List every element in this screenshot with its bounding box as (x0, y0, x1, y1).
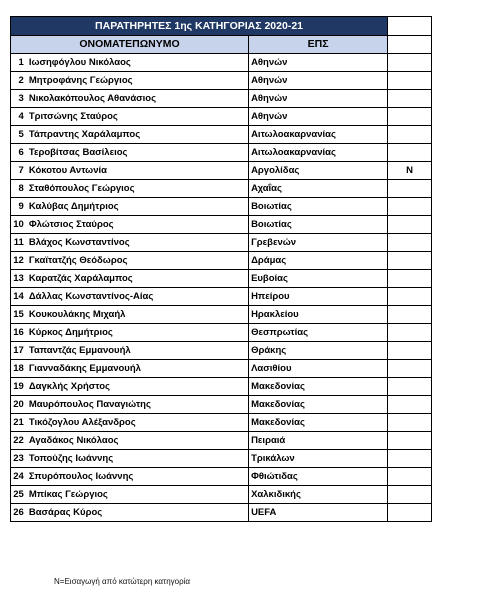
row-number: 8 (11, 180, 27, 198)
table-row (11, 72, 432, 90)
row-name: Σπυρόπουλος Ιωάννης (27, 468, 249, 486)
row-eps: Τρικάλων (249, 450, 388, 468)
row-number: 12 (11, 252, 27, 270)
row-name: Γιανναδάκης Εμμανουήλ (27, 360, 249, 378)
row-note (388, 54, 432, 72)
row-eps: Μακεδονίας (249, 396, 388, 414)
row-number: 19 (11, 378, 27, 396)
row-note (388, 306, 432, 324)
row-note (388, 324, 432, 342)
row-number: 7 (11, 162, 27, 180)
title-row (11, 17, 432, 36)
row-note: Ν (388, 162, 432, 180)
header-name: ΟΝΟΜΑΤΕΠΩΝΥΜΟ (11, 36, 249, 54)
row-note (388, 270, 432, 288)
table-row (11, 324, 432, 342)
header-eps: ΕΠΣ (249, 36, 388, 54)
table-row (11, 54, 432, 72)
table-row (11, 306, 432, 324)
row-eps: Βοιωτίας (249, 216, 388, 234)
row-eps: Φθιώτιδας (249, 468, 388, 486)
row-number: 1 (11, 54, 27, 72)
row-note (388, 450, 432, 468)
table-row (11, 90, 432, 108)
table-row (11, 108, 432, 126)
row-name: Καλύβας Δημήτριος (27, 198, 249, 216)
row-note (388, 180, 432, 198)
row-number: 13 (11, 270, 27, 288)
row-number: 5 (11, 126, 27, 144)
row-note (388, 378, 432, 396)
row-eps: Δράμας (249, 252, 388, 270)
row-name: Βλάχος Κωνσταντίνος (27, 234, 249, 252)
row-name: Αγαδάκος Νικόλαος (27, 432, 249, 450)
row-eps: Αθηνών (249, 54, 388, 72)
row-name: Φλώτσιος Σταύρος (27, 216, 249, 234)
row-name: Σταθόπουλος Γεώργιος (27, 180, 249, 198)
row-name: Νικολακόπουλος Αθανάσιος (27, 90, 249, 108)
row-name: Τάπραντης Χαράλαμπος (27, 126, 249, 144)
row-note (388, 198, 432, 216)
row-note (388, 414, 432, 432)
row-note (388, 396, 432, 414)
table-row (11, 486, 432, 504)
row-eps: Μακεδονίας (249, 378, 388, 396)
table-row (11, 126, 432, 144)
table-row (11, 432, 432, 450)
row-eps: Αιτωλοακαρνανίας (249, 126, 388, 144)
row-name: Ταπαντζάς Εμμανουήλ (27, 342, 249, 360)
table-row (11, 360, 432, 378)
table-title: ΠΑΡΑΤΗΡΗΤΕΣ 1ης ΚΑΤΗΓΟΡΙΑΣ 2020-21 (11, 17, 388, 36)
row-eps: Αιτωλοακαρνανίας (249, 144, 388, 162)
table-row (11, 216, 432, 234)
row-name: Γκαϊτατζής Θεόδωρος (27, 252, 249, 270)
table-row (11, 252, 432, 270)
row-eps: Ηρακλείου (249, 306, 388, 324)
row-name: Δαγκλής Χρήστος (27, 378, 249, 396)
row-name: Τοπούζης Ιωάννης (27, 450, 249, 468)
row-name: Καρατζάς Χαράλαμπος (27, 270, 249, 288)
row-eps: Αθηνών (249, 90, 388, 108)
row-name: Βασάρας Κύρος (27, 504, 249, 522)
table-row (11, 396, 432, 414)
table-row (11, 288, 432, 306)
table-row (11, 378, 432, 396)
row-eps: Θεσπρωτίας (249, 324, 388, 342)
table-row (11, 180, 432, 198)
row-eps: Αχαΐας (249, 180, 388, 198)
row-name: Τριτσώνης Σταύρος (27, 108, 249, 126)
row-number: 22 (11, 432, 27, 450)
row-note (388, 90, 432, 108)
table-row (11, 234, 432, 252)
row-note (388, 342, 432, 360)
row-name: Τικόζογλου Αλέξανδρος (27, 414, 249, 432)
row-eps: Λασιθίου (249, 360, 388, 378)
row-name: Ιωσηφόγλου Νικόλαος (27, 54, 249, 72)
row-eps: Αθηνών (249, 72, 388, 90)
row-note (388, 216, 432, 234)
row-note (388, 360, 432, 378)
row-note (388, 486, 432, 504)
row-note (388, 252, 432, 270)
row-name: Μητροφάνης Γεώργιος (27, 72, 249, 90)
row-eps: Αργολίδας (249, 162, 388, 180)
row-number: 14 (11, 288, 27, 306)
table-row (11, 342, 432, 360)
row-note (388, 504, 432, 522)
observers-table (10, 16, 432, 522)
header-note (388, 36, 432, 54)
row-number: 15 (11, 306, 27, 324)
row-note (388, 108, 432, 126)
header-row (11, 36, 432, 54)
table-row (11, 144, 432, 162)
row-number: 24 (11, 468, 27, 486)
row-note (388, 468, 432, 486)
row-note (388, 288, 432, 306)
row-name: Τεροβίτσας Βασίλειος (27, 144, 249, 162)
row-name: Κύρκος Δημήτριος (27, 324, 249, 342)
row-eps: Μακεδονίας (249, 414, 388, 432)
table-row (11, 198, 432, 216)
row-note (388, 432, 432, 450)
row-name: Μαυρόπουλος Παναγιώτης (27, 396, 249, 414)
footnote: Ν=Εισαγωγή από κατώτερη κατηγορία (54, 577, 191, 586)
table-row (11, 468, 432, 486)
row-note (388, 144, 432, 162)
row-name: Δάλλας Κωνσταντίνος-Αίας (27, 288, 249, 306)
row-note (388, 126, 432, 144)
title-note-cell (388, 17, 432, 36)
row-number: 26 (11, 504, 27, 522)
row-number: 16 (11, 324, 27, 342)
row-number: 18 (11, 360, 27, 378)
row-eps: Πειραιά (249, 432, 388, 450)
row-eps: Βοιωτίας (249, 198, 388, 216)
row-number: 21 (11, 414, 27, 432)
table-row (11, 450, 432, 468)
row-name: Κουκουλάκης Μιχαήλ (27, 306, 249, 324)
table-row (11, 270, 432, 288)
row-eps: Θράκης (249, 342, 388, 360)
table-row (11, 504, 432, 522)
row-note (388, 72, 432, 90)
row-number: 23 (11, 450, 27, 468)
row-eps: Ευβοίας (249, 270, 388, 288)
table-row (11, 414, 432, 432)
row-number: 4 (11, 108, 27, 126)
table-row (11, 162, 432, 180)
row-eps: Γρεβενών (249, 234, 388, 252)
row-eps: Χαλκιδικής (249, 486, 388, 504)
row-number: 6 (11, 144, 27, 162)
row-number: 3 (11, 90, 27, 108)
row-name: Μπίκας Γεώργιος (27, 486, 249, 504)
row-note (388, 234, 432, 252)
row-eps: UEFA (249, 504, 388, 522)
row-number: 20 (11, 396, 27, 414)
row-number: 17 (11, 342, 27, 360)
row-number: 11 (11, 234, 27, 252)
row-eps: Αθηνών (249, 108, 388, 126)
row-number: 25 (11, 486, 27, 504)
row-name: Κόκοτου Αντωνία (27, 162, 249, 180)
row-number: 9 (11, 198, 27, 216)
row-number: 10 (11, 216, 27, 234)
row-eps: Ηπείρου (249, 288, 388, 306)
row-number: 2 (11, 72, 27, 90)
